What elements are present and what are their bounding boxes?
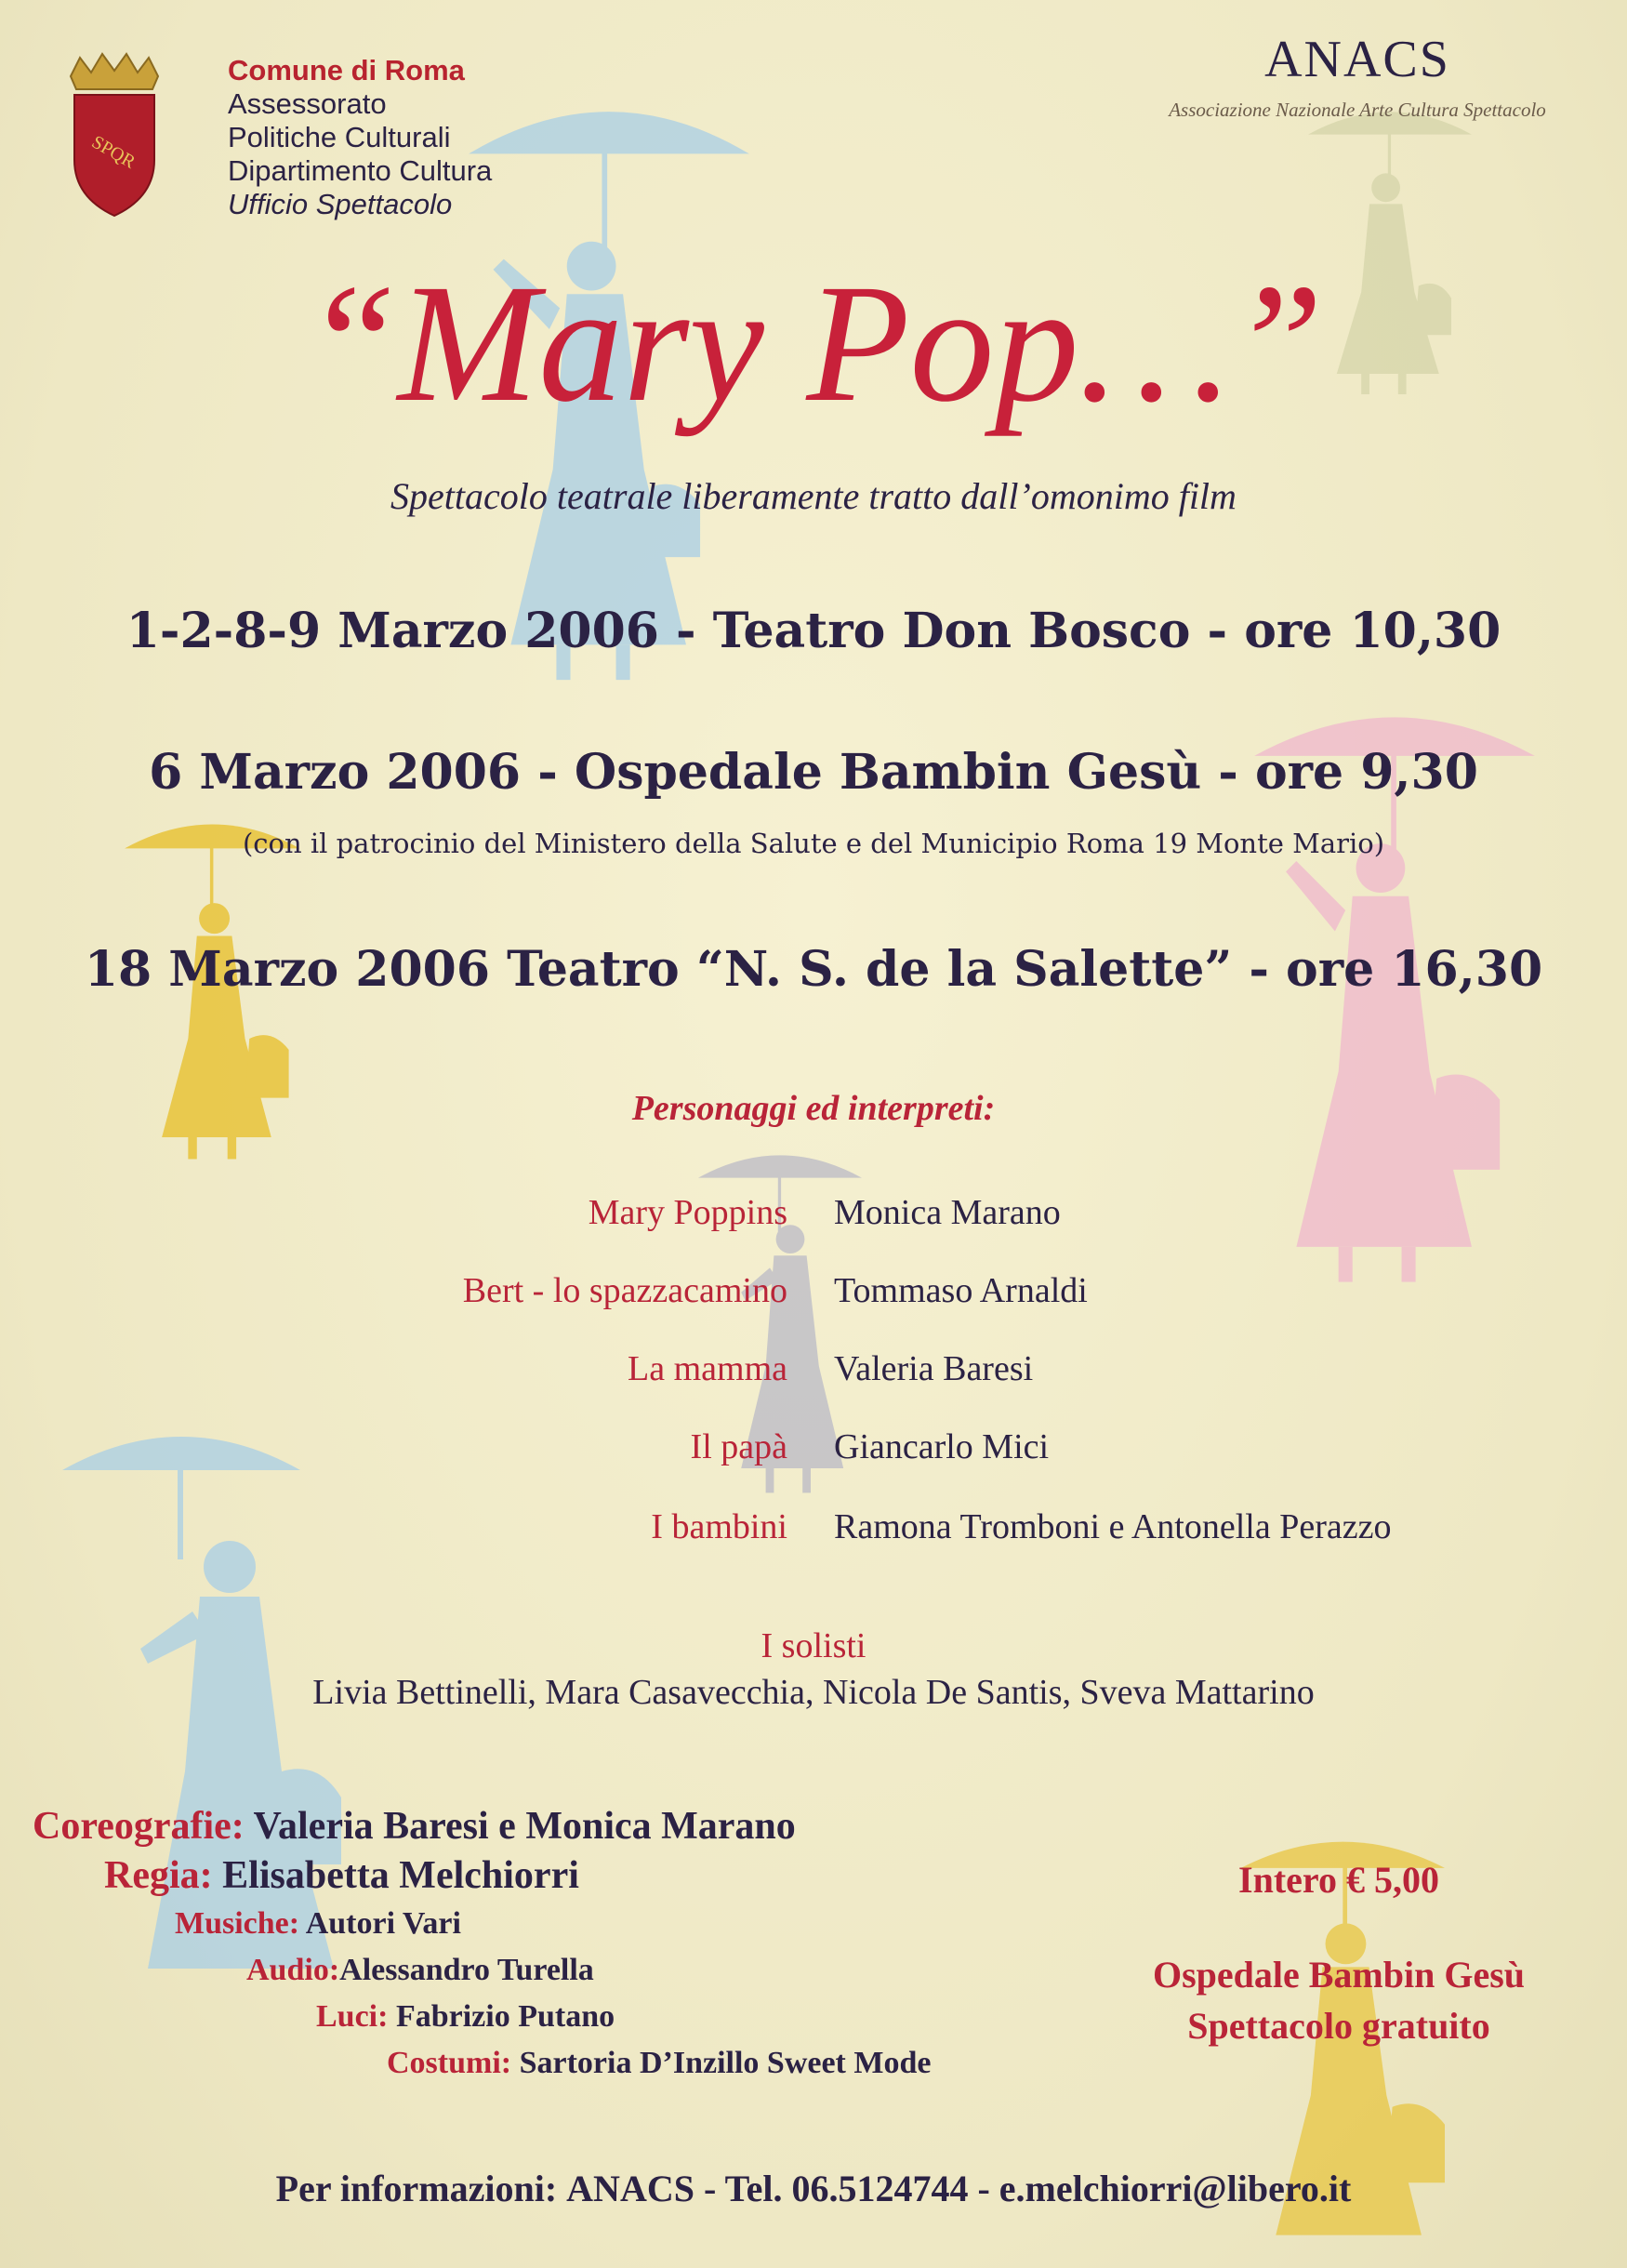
anacs-name: ANACS (1264, 31, 1450, 88)
comune-title: Comune di Roma (228, 54, 465, 86)
price-hospital-line-2: Spettacolo gratuito (1187, 2005, 1490, 2047)
credit-label: Coreografie: (33, 1805, 245, 1848)
date-line-2-note: (con il patrocinio del Ministero della Salute e del Municipio Roma 19 Monte Mario) (242, 828, 1385, 859)
credit-costumi (387, 2046, 931, 2081)
credit-value: Fabrizio Putano (395, 1999, 615, 2034)
credit-label: Musiche: (175, 1906, 300, 1941)
cast-role: Bert - lo spazzacamino (462, 1271, 787, 1310)
credit-label: Costumi: (387, 2046, 512, 2080)
cast-actor: Monica Marano (834, 1193, 1061, 1232)
credit-value: Valeria Baresi e Monica Marano (253, 1805, 796, 1848)
show-title: “Mary Pop…” (303, 250, 1324, 437)
credit-audio (246, 1953, 594, 1988)
credit-regia (104, 1853, 579, 1898)
credit-label: Regia: (104, 1854, 213, 1897)
credit-label: Audio: (246, 1953, 340, 1987)
spqr-crest-icon (63, 48, 165, 234)
anacs-subtitle: Associazione Nazionale Arte Cultura Spettacolo (1169, 99, 1546, 121)
credit-value: Alessandro Turella (339, 1953, 594, 1987)
cast-role: Mary Poppins (588, 1193, 787, 1232)
svg-text:SPQR: SPQR (87, 131, 139, 173)
cast-actor: Giancarlo Mici (834, 1427, 1050, 1466)
cast-row (0, 1192, 1627, 1248)
cast-heading: Personaggi ed interpreti: (631, 1089, 996, 1128)
cast-row (0, 1426, 1627, 1482)
credit-value: Elisabetta Melchiorri (222, 1854, 579, 1897)
credit-value: Sartoria D’Inzillo Sweet Mode (519, 2046, 932, 2080)
anacs-block (1088, 30, 1627, 122)
cast-actor: Ramona Tromboni e Antonella Perazzo (834, 1507, 1392, 1546)
credit-luci (316, 1999, 615, 2035)
credit-musiche (175, 1906, 461, 1942)
cast-role: I bambini (651, 1507, 787, 1546)
date-line-1: 1-2-8-9 Marzo 2006 - Teatro Don Bosco - ore 10,30 (126, 603, 1501, 659)
show-subtitle: Spettacolo teatrale liberamente tratto dall’omonimo film (390, 475, 1237, 517)
comune-line-3: Dipartimento Cultura (228, 154, 493, 187)
credit-value: Autori Vari (305, 1906, 461, 1941)
footer-label: Per informazioni: (275, 2168, 558, 2209)
cast-row (0, 1506, 1627, 1562)
footer-info (0, 2167, 1627, 2210)
price-hospital-line-1: Ospedale Bambin Gesù (1152, 1954, 1526, 1996)
cast-row (0, 1270, 1627, 1326)
price-full: Intero € 5,00 (1238, 1859, 1439, 1901)
comune-block (228, 54, 492, 221)
cast-role: Il papà (690, 1427, 787, 1466)
cast-row (0, 1348, 1627, 1404)
cast-actor: Valeria Baresi (834, 1349, 1034, 1388)
credit-coreografie (33, 1804, 796, 1849)
date-line-3: 18 Marzo 2006 Teatro “N. S. de la Salette” - ore 16,30 (84, 941, 1543, 998)
comune-line-2: Politiche Culturali (228, 121, 451, 153)
solisti-names: Livia Bettinelli, Mara Casavecchia, Nicola De Santis, Sveva Mattarino (312, 1673, 1315, 1712)
comune-line-1: Assessorato (228, 87, 387, 120)
comune-line-4: Ufficio Spettacolo (228, 188, 453, 220)
cast-actor: Tommaso Arnaldi (834, 1271, 1088, 1310)
footer-contact: ANACS - Tel. 06.5124744 - e.melchiorri@libero.it (566, 2168, 1352, 2209)
credit-label: Luci: (316, 1999, 389, 2034)
date-line-2: 6 Marzo 2006 - Ospedale Bambin Gesù - ore 9,30 (149, 744, 1478, 801)
solisti-heading: I solisti (761, 1626, 866, 1665)
cast-role: La mamma (628, 1349, 787, 1388)
